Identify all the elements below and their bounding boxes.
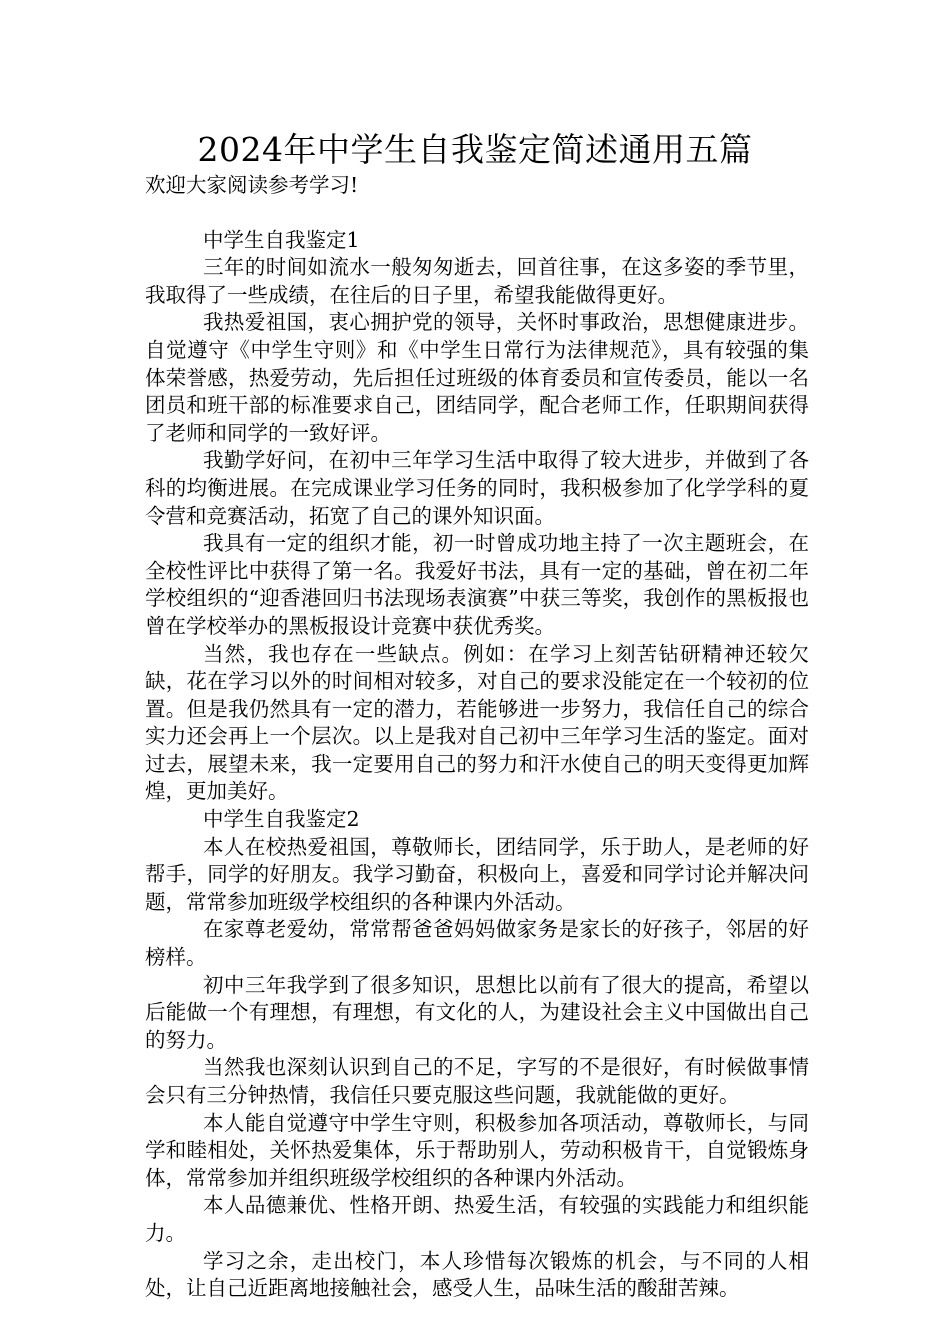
paragraph: 本人品德兼优、性格开朗、热爱生活，有较强的实践能力和组织能力。	[145, 1193, 809, 1245]
paragraph: 我热爱祖国，衷心拥护党的领导，关怀时事政治，思想健康进步。自觉遵守《中学生守则》和《中学生日常行为法律规范》，具有较强的集体荣誉感，热爱劳动，先后担任过班级的体育委员和宣传委员，能以一名团员和班干部的标准要求自己，团结同学，配合老师工作，任职期间获得了老师和同学的一致好评。	[145, 310, 809, 445]
paragraph: 我勤学好问，在初中三年学习生活中取得了较大进步，并做到了各科的均衡进展。在完成课业学习任务的同时，我积极参加了化学学科的夏令营和竞赛活动，拓宽了自己的课外知识面。	[145, 448, 809, 528]
paragraph: 三年的时间如流水一般匆匆逝去，回首往事，在这多姿的季节里，我取得了一些成绩，在往后的日子里，希望我能做得更好。	[145, 255, 809, 307]
paragraph: 当然我也深刻认识到自己的不足，字写的不是很好，有时候做事情会只有三分钟热情，我信任只要克服这些问题，我就能做的更好。	[145, 1055, 809, 1107]
paragraph: 我具有一定的组织才能，初一时曾成功地主持了一次主题班会，在全校性评比中获得了第一名。我爱好书法，具有一定的基础，曾在初二年学校组织的“迎香港回归书法现场表演赛”中获三等奖，我创作的黑板报也曾在学校举办的黑板报设计竞赛中获优秀奖。	[145, 531, 809, 638]
intro-line: 欢迎大家阅读参考学习!	[145, 173, 359, 197]
document-body	[145, 172, 809, 1303]
document-title: 2024年中学生自我鉴定简述通用五篇	[197, 130, 753, 169]
paragraph: 本人在校热爱祖国，尊敬师长，团结同学，乐于助人，是老师的好帮手，同学的好朋友。我学习勤奋，积极向上，喜爱和同学讨论并解决问题，常常参加班级学校组织的各种课内外活动。	[145, 834, 809, 914]
section-heading: 中学生自我鉴定1	[203, 227, 360, 252]
paragraph: 在家尊老爱幼，常常帮爸爸妈妈做家务是家长的好孩子，邻居的好榜样。	[145, 917, 809, 970]
section-heading: 中学生自我鉴定2	[203, 807, 360, 832]
paragraph: 当然，我也存在一些缺点。例如：在学习上刻苦钻研精神还较欠缺，花在学习以外的时间相对较多，对自己的要求没能定在一个较初的位置。但是我仍然具有一定的潜力，若能够进一步努力，我信任自己的综合实力还会再上一个层次。以上是我对自己初中三年学习生活的鉴定。面对过去，展望未来，我一定要用自己的努力和汗水使自己的明天变得更加辉煌，更加美好。	[145, 641, 809, 804]
paragraph: 学习之余，走出校门，本人珍惜每次锻炼的机会，与不同的人相处，让自己近距离地接触社会，感受人生，品味生活的酸甜苦辣。	[145, 1248, 809, 1301]
paragraph: 本人能自觉遵守中学生守则，积极参加各项活动，尊敬师长，与同学和睦相处，关怀热爱集体，乐于帮助别人，劳动积极肯干，自觉锻炼身体，常常参加并组织班级学校组织的各种课内外活动。	[145, 1110, 809, 1190]
paragraph: 初中三年我学到了很多知识，思想比以前有了很大的提高，希望以后能做一个有理想，有理想，有文化的人，为建设社会主义中国做出自己的努力。	[145, 972, 809, 1052]
